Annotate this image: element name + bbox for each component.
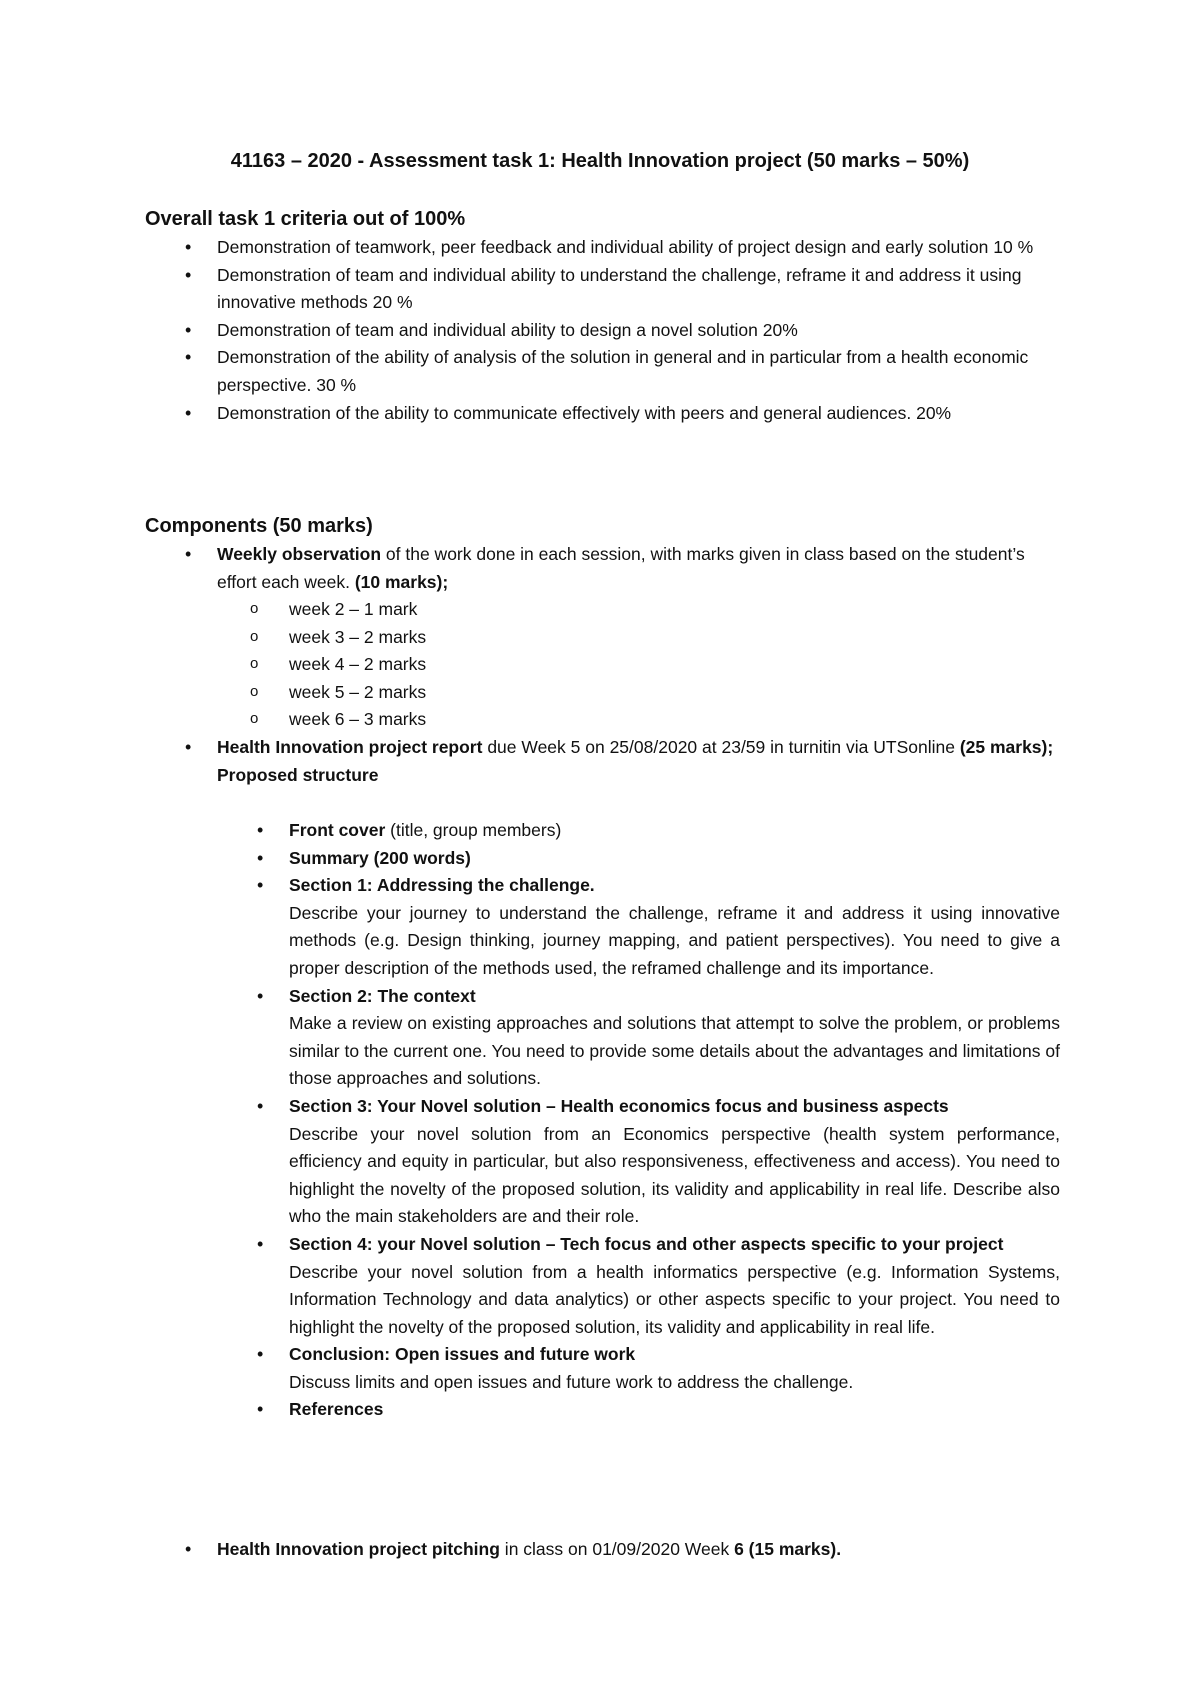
- week-mark-item: o week 2 – 1 mark: [217, 596, 617, 624]
- pitching-text: in class on 01/09/2020 Week: [499, 1539, 735, 1559]
- structure-heading: Summary (200 words): [289, 847, 471, 868]
- structure-item-section-3: [217, 1093, 1060, 1231]
- report-text: due Week 5 on 25/08/2020 at 23/59 in turnitin via UTSonline: [482, 737, 960, 757]
- structure-item-section-2: [217, 983, 1060, 1093]
- criteria-heading: Overall task 1 criteria out of 100%: [145, 208, 466, 230]
- structure-heading-rest: (title, group members): [385, 820, 562, 840]
- report-item: [145, 734, 1060, 789]
- pitching-item: [145, 1536, 1060, 1564]
- structure-item-references: [217, 1396, 1060, 1424]
- structure-heading: Section 2: The context: [289, 985, 476, 1006]
- criteria-item: • Demonstration of the ability of analysis of the solution in general and in particular from a health economic perspective. 30 %: [145, 344, 1060, 399]
- structure-item-summary: [217, 845, 1060, 873]
- structure-heading: Section 1: Addressing the challenge.: [289, 875, 595, 896]
- structure-item-section-4: [217, 1231, 1060, 1341]
- structure-body: Discuss limits and open issues and future work to address the challenge.: [289, 1371, 854, 1392]
- criteria-item: • Demonstration of team and individual ability to understand the challenge, reframe it and address it using innovative methods 20 %: [145, 262, 1060, 317]
- structure-body: Make a review on existing approaches and solutions that attempt to solve the problem, or problems similar to the current one. You need to provide some details about the advantages and limitations of those approaches and solutions.: [289, 1013, 1060, 1089]
- week-mark-item: o week 4 – 2 marks: [217, 651, 617, 679]
- pitching-week: 6: [734, 1539, 744, 1559]
- pitching-label: Health Innovation project pitching: [217, 1539, 500, 1559]
- weekly-observation-item: [145, 541, 1060, 596]
- structure-heading: References: [289, 1399, 384, 1420]
- structure-heading: Section 4: your Novel solution – Tech focus and other aspects specific to your project: [289, 1233, 1004, 1254]
- weekly-observation-text: of the work done in each session, with marks given in class based on the student’s effort each week.: [217, 544, 1025, 592]
- structure-body: Describe your novel solution from a health informatics perspective (e.g. Information Systems, Information Technology and data analytics) or other aspects specific to your project. You need to highlight the novelty of the proposed solution, its validity and applicability in real life.: [289, 1261, 1060, 1337]
- week-mark-item: o week 6 – 3 marks: [217, 706, 617, 734]
- components-heading: Components (50 marks): [145, 515, 373, 537]
- structure-heading: Conclusion: Open issues and future work: [289, 1344, 636, 1365]
- weekly-observation-label: Weekly observation: [217, 544, 382, 564]
- structure-item-front-cover: [217, 817, 1060, 845]
- structure-item-conclusion: [217, 1341, 1060, 1396]
- proposed-structure-label: Proposed structure: [217, 764, 379, 785]
- structure-heading: Section 3: Your Novel solution – Health economics focus and business aspects: [289, 1095, 949, 1116]
- structure-heading: Front cover: [289, 820, 386, 840]
- structure-body: Describe your journey to understand the challenge, reframe it and address it using innovative methods (e.g. Design thinking, journey mapping, and patient perspectives). You need to give a proper description of the methods used, the reframed challenge and its importance.: [289, 902, 1060, 978]
- weekly-observation-marks: (10 marks);: [354, 571, 449, 592]
- criteria-list: [145, 234, 1060, 427]
- report-list: [145, 734, 1060, 789]
- criteria-item: • Demonstration of the ability to communicate effectively with peers and general audiences. 20%: [145, 400, 1060, 428]
- pitching-marks: (15 marks).: [743, 1539, 842, 1559]
- structure-item-section-1: [217, 872, 1060, 982]
- weekly-marks-list: [217, 596, 617, 734]
- pitching-list: [145, 1536, 1060, 1564]
- page-title: 41163 – 2020 - Assessment task 1: Health Innovation project (50 marks – 50%): [230, 150, 970, 172]
- week-mark-item: o week 5 – 2 marks: [217, 679, 617, 707]
- components-list: [145, 541, 1060, 596]
- week-mark-item: o week 3 – 2 marks: [217, 624, 617, 652]
- report-label: Health Innovation project report: [217, 737, 483, 757]
- proposed-structure-list: [217, 817, 1060, 1424]
- report-marks: (25 marks);: [959, 737, 1054, 757]
- criteria-item: • Demonstration of teamwork, peer feedback and individual ability of project design and early solution 10 %: [145, 234, 1060, 262]
- structure-body: Describe your novel solution from an Economics perspective (health system performance, efficiency and equity in particular, but also responsiveness, effectiveness and access). You need to highlight the novelty of the proposed solution, its validity and applicability in real life. Describe also who the main stakeholders are and their role.: [289, 1123, 1060, 1227]
- criteria-item: • Demonstration of team and individual ability to design a novel solution 20%: [145, 317, 1060, 345]
